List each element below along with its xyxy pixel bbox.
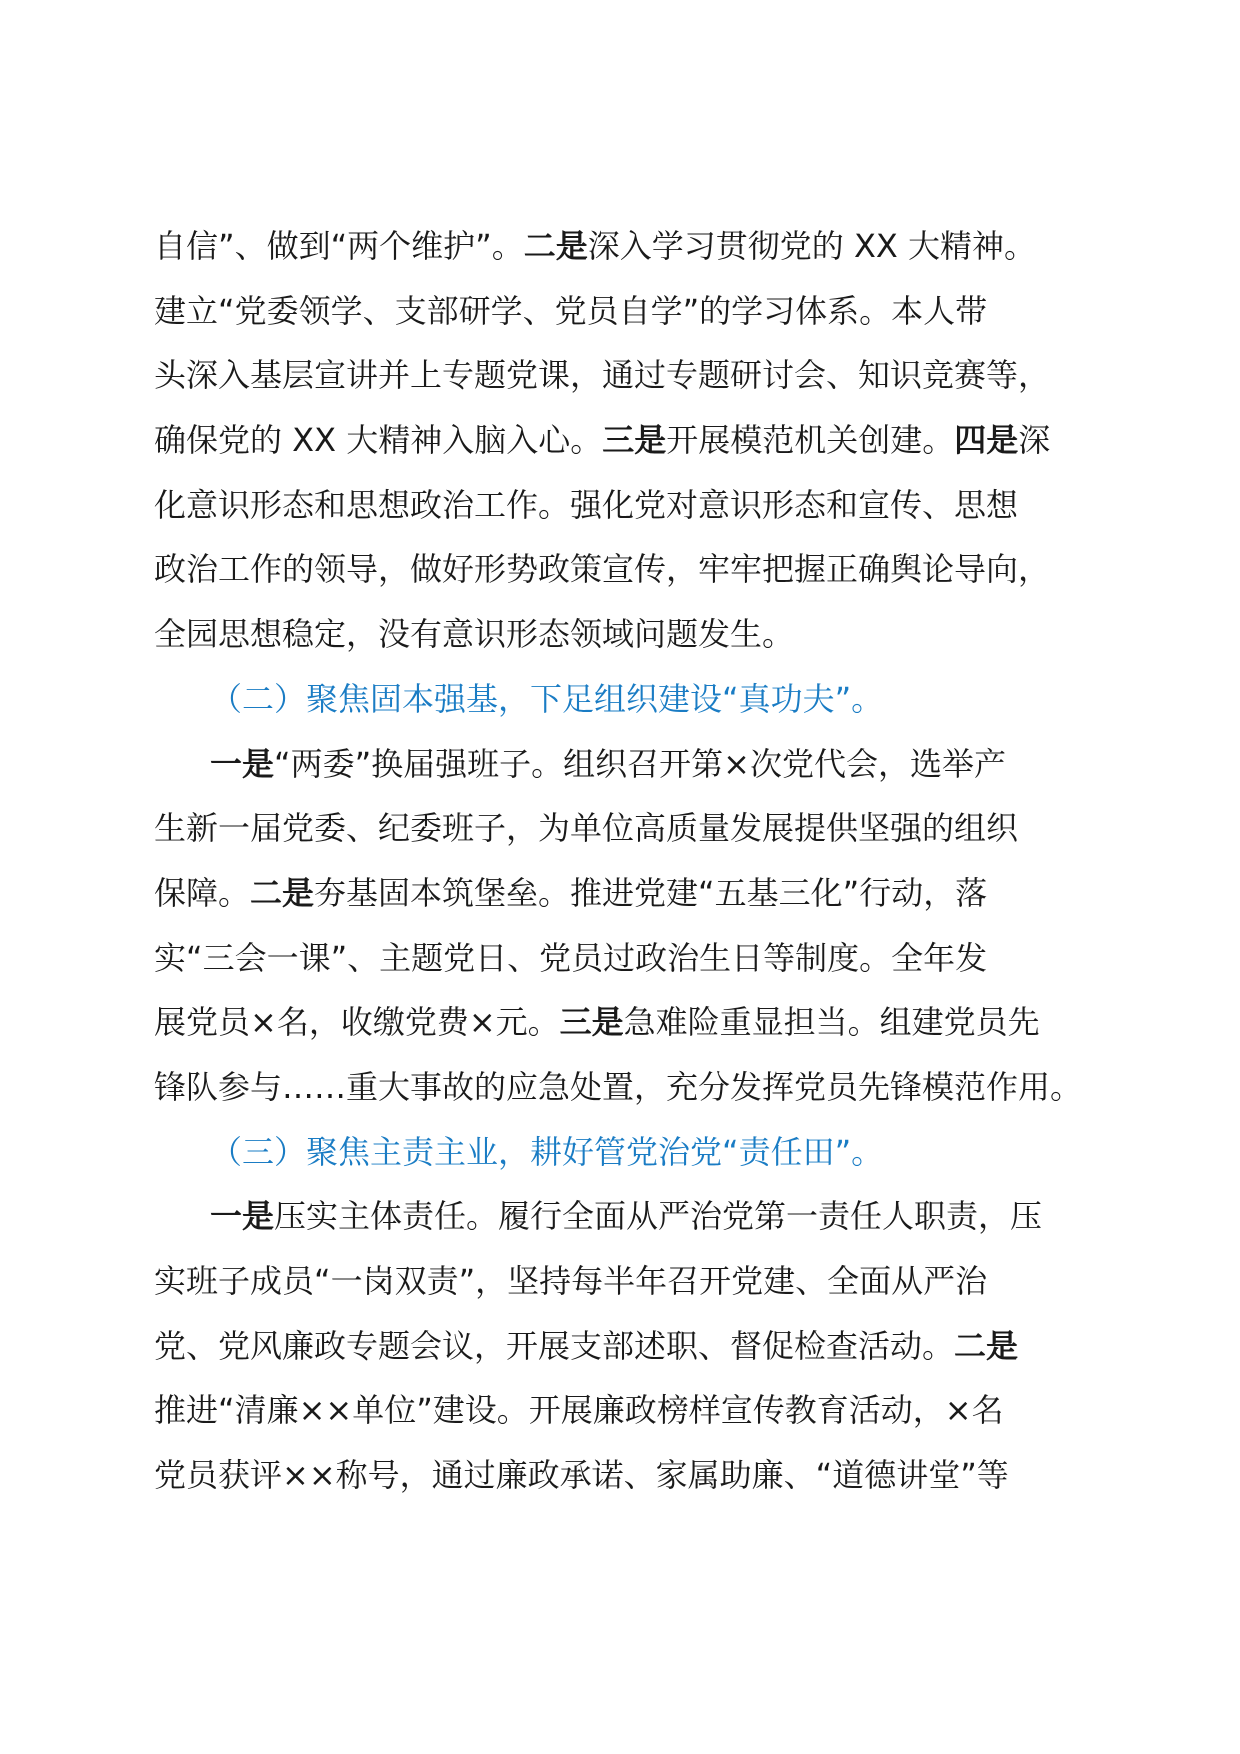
- keyword-sanshi: 三是: [559, 1003, 624, 1042]
- paragraph-line: 党、党风廉政专题会议，开展支部述职、督促检查活动。二是: [154, 1326, 1019, 1365]
- keyword-ershi: 二是: [250, 873, 315, 912]
- keyword-yishi: 一是: [210, 1197, 275, 1236]
- keyword-sanshi: 三是: [602, 421, 667, 460]
- paragraph-line: 展党员×名，收缴党费×元。三是急难险重显担当。组建党员先: [154, 1003, 1040, 1042]
- paragraph-line: 实班子成员“一岗双责”，坚持每半年召开党建、全面从严治: [154, 1262, 988, 1300]
- paragraph-line: 党员获评××称号，通过廉政承诺、家属助廉、“道德讲堂”等: [154, 1456, 1009, 1495]
- paragraph-line: 自信”、做到“两个维护”。二是深入学习贯彻党的 XX 大精神。: [154, 227, 1036, 265]
- paragraph-line: 全园思想稳定，没有意识形态领域问题发生。: [154, 615, 795, 654]
- keyword-ershi: 二是: [523, 227, 588, 265]
- paragraph-line: 生新一届党委、纪委班子，为单位高质量发展提供坚强的组织: [154, 809, 1019, 848]
- paragraph-line: 建立“党委领学、支部研学、党员自学”的学习体系。本人带: [154, 291, 988, 330]
- paragraph-line: 一是“两委”换届强班子。组织召开第×次党代会，选举产: [210, 744, 1006, 783]
- keyword-ershi: 二是: [954, 1326, 1019, 1365]
- paragraph-line: 政治工作的领导，做好形势政策宣传，牢牢把握正确舆论导向，: [154, 550, 1051, 589]
- paragraph-line: 化意识形态和思想政治工作。强化党对意识形态和宣传、思想: [154, 485, 1019, 524]
- keyword-sishi: 四是: [954, 421, 1019, 460]
- keyword-yishi: 一是: [210, 744, 275, 783]
- body-text: [154, 214, 1094, 1508]
- paragraph-line: 推进“清廉××单位”建设。开展廉政榜样宣传教育活动，×名: [154, 1391, 1004, 1430]
- paragraph-line: 保障。二是夯基固本筑堡垒。推进党建“五基三化”行动，落: [154, 873, 988, 912]
- paragraph-line: 头深入基层宣讲并上专题党课，通过专题研讨会、知识竞赛等，: [154, 356, 1051, 395]
- paragraph-line: 锋队参与……重大事故的应急处置，充分发挥党员先锋模范作用。: [154, 1067, 1083, 1106]
- paragraph-line: 确保党的 XX 大精神入脑入心。三是开展模范机关创建。四是深: [154, 421, 1051, 460]
- section-heading-3: （三）聚焦主责主业，耕好管党治党“责任田”。: [210, 1132, 884, 1171]
- section-heading-2: （二）聚焦固本强基，下足组织建设“真功夫”。: [210, 679, 884, 718]
- paragraph-line: 一是压实主体责任。履行全面从严治党第一责任人职责，压: [210, 1197, 1043, 1236]
- paragraph-line: 实“三会一课”、主题党日、党员过政治生日等制度。全年发: [154, 938, 988, 977]
